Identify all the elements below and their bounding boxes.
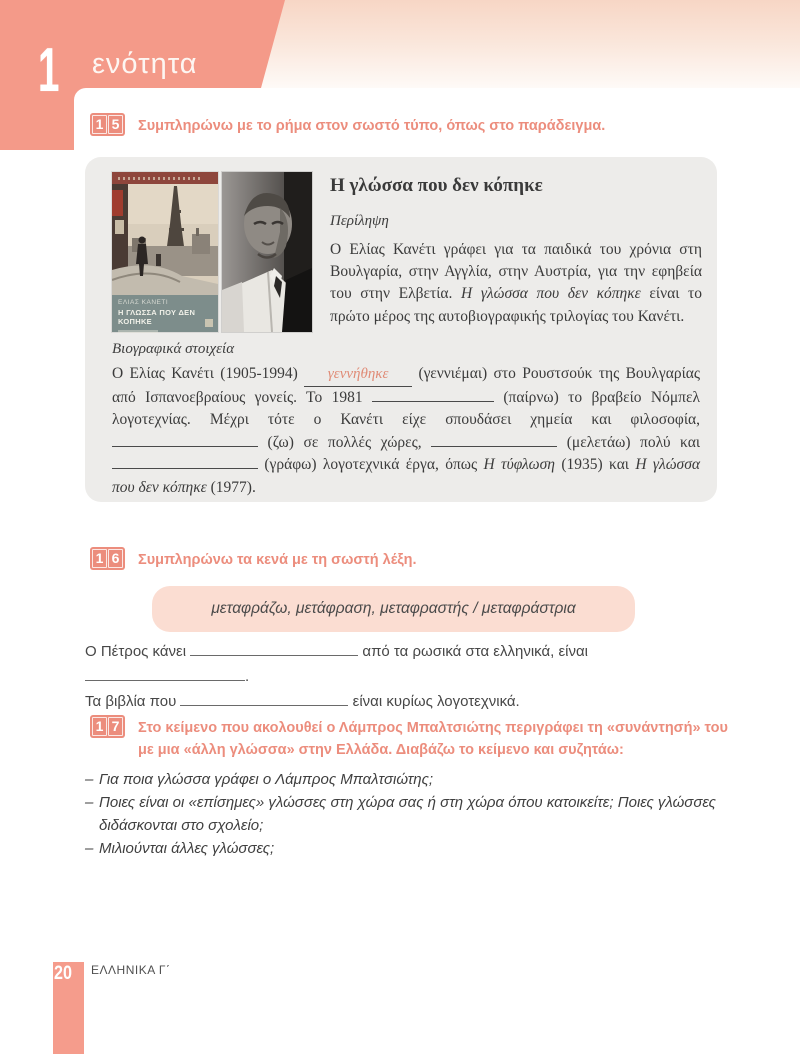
book-title-italic: Η γλώσσα που δεν κόπηκε xyxy=(112,456,700,496)
exercise-15-header xyxy=(90,112,690,137)
bio-paragraph xyxy=(112,363,700,500)
publisher-logo xyxy=(205,319,213,327)
book-title-italic: Η γλώσσα που δεν κόπηκε xyxy=(461,285,641,303)
answer-blank xyxy=(112,456,258,469)
bullet-dash: – xyxy=(85,771,94,788)
bio-text: (ζω) σε πολλές χώρες, xyxy=(258,433,432,451)
book-cover-painting xyxy=(112,184,218,295)
bio-text: (1935) και xyxy=(554,456,636,474)
badge-digit: 1 xyxy=(92,717,107,736)
exercise-15-instruction: Συμπληρώνω με το ρήμα στον σωστό τύπο, όπως στο παράδειγμα. xyxy=(138,118,606,134)
badge-digit: 1 xyxy=(92,549,107,568)
bio-text: (παίρνω) το βραβείο Νόμπελ λογοτεχνίας. Μέχρι τότε ο Κανέτι είχε σπουδάσει χημεία και φιλοσοφία, xyxy=(112,388,701,429)
answer-blank-filled xyxy=(304,363,412,387)
sentence-line xyxy=(85,639,733,689)
sentence-line xyxy=(85,689,733,714)
word-bank-words: μεταφράζω, μετάφραση, μεταφραστής / μεταφράστρια xyxy=(211,600,576,617)
answer-blank xyxy=(112,434,258,447)
book-cover-image xyxy=(112,172,218,332)
summary-label: Περίληψη xyxy=(330,213,389,229)
badge-digit: 6 xyxy=(108,549,123,568)
question-text: Μιλιούνται άλλες γλώσσες; xyxy=(99,840,275,857)
sentence-text: Ο Πέτρος κάνει xyxy=(85,643,187,660)
discussion-questions xyxy=(85,768,740,860)
exercise-16-header xyxy=(90,546,690,571)
reading-text-column xyxy=(330,175,702,328)
answer-blank xyxy=(190,643,358,656)
sentence-text: . xyxy=(245,668,250,685)
header-corner-mask xyxy=(74,88,92,106)
badge-digit: 1 xyxy=(92,115,107,134)
unit-title: ενότητα xyxy=(92,48,198,80)
book-series-title: ΕΛΛΗΝΙΚΑ Γ΄ xyxy=(91,963,171,977)
question-item xyxy=(85,791,740,837)
exercise-17-number-badge xyxy=(90,715,125,738)
summary-text: Ο Ελίας Κανέτι γράφει για τα παιδικά του χρόνια στη Βουλγαρία, στην Αγγλία, στην Αυστρία, για την εφηβεία του στην Ελβετία. xyxy=(330,241,702,303)
question-item xyxy=(85,837,740,860)
unit-number: 1 xyxy=(38,36,60,105)
bio-text: (γράφω) λογοτεχνικά έργα, όπως xyxy=(258,456,484,474)
bio-text: Ο Ελίας Κανέτι (1905-1994) xyxy=(112,365,305,382)
answer-blank xyxy=(180,693,348,706)
book-cover-subtitle-line xyxy=(118,330,158,333)
bio-label: Βιογραφικά στοιχεία xyxy=(112,341,235,357)
badge-digit: 5 xyxy=(108,115,123,134)
summary-text: είναι το πρώτο μέρος της αυτοβιογραφικής τριλογίας του Κανέτι. xyxy=(330,285,702,325)
page-number: 20 xyxy=(54,963,72,984)
book-cover-title-band xyxy=(112,295,218,332)
exercise-17-header xyxy=(90,714,728,762)
bio-text: (1977). xyxy=(206,478,256,496)
exercise-16-number-badge xyxy=(90,547,125,570)
exercise-17-instruction: Στο κείμενο που ακολουθεί ο Λάμπρος Μπαλτσιώτης περιγράφει τη «συνάντησή» του με μια «άλλη γλώσσα» στην Ελλάδα. Διαβάζω το κείμενο και συζητάω: xyxy=(138,720,728,759)
sentence-text: είναι κυρίως λογοτεχνικά. xyxy=(352,693,520,710)
bio-text: (γεννιέμαι) στο Ρουστσούκ της Βουλγαρίας από Ισπανοεβραίους γονείς. Το 1981 xyxy=(112,365,700,406)
author-photo xyxy=(222,172,312,332)
summary-paragraph xyxy=(330,239,702,328)
bullet-dash: – xyxy=(85,840,94,857)
sentence-text: Τα βιβλία που xyxy=(85,693,177,710)
book-cover-top-band xyxy=(112,172,218,184)
answer-blank xyxy=(431,434,557,447)
book-cover-title: Η ΓΛΩΣΣΑ ΠΟΥ ΔΕΝ ΚΟΠΗΚΕ xyxy=(118,308,196,326)
exercise-16-instruction: Συμπληρώνω τα κενά με τη σωστή λέξη. xyxy=(138,552,417,568)
answer-blank xyxy=(372,389,494,402)
bullet-dash: – xyxy=(85,794,94,811)
word-bank-box xyxy=(152,586,635,632)
fill-in-sentences xyxy=(85,639,733,714)
question-text: Για ποια γλώσσα γράφει ο Λάμπρος Μπαλτσιώτης; xyxy=(99,771,434,788)
bio-text: (μελετάω) πολύ και xyxy=(557,433,701,451)
badge-digit: 7 xyxy=(108,717,123,736)
example-answer: γεννήθηκε xyxy=(327,366,389,382)
answer-blank xyxy=(85,668,245,681)
book-cover-author: ΕΛΙΑΣ ΚΑΝΕΤΙ xyxy=(118,299,169,306)
footer-page-bar xyxy=(53,962,84,1054)
sentence-text: από τα ρωσικά στα ελληνικά, είναι xyxy=(362,643,588,660)
reading-card xyxy=(85,157,717,502)
reading-title: Η γλώσσα που δεν κόπηκε xyxy=(330,175,543,196)
book-title-italic: Η τύφλωση xyxy=(483,456,555,474)
question-item xyxy=(85,768,740,791)
exercise-15-number-badge xyxy=(90,113,125,136)
question-text: Ποιες είναι οι «επίσημες» γλώσσες στη χώρα σας ή στη χώρα όπου κατοικείτε; Ποιες γλώσσες διδάσκονται στο σχολείο; xyxy=(99,794,716,834)
